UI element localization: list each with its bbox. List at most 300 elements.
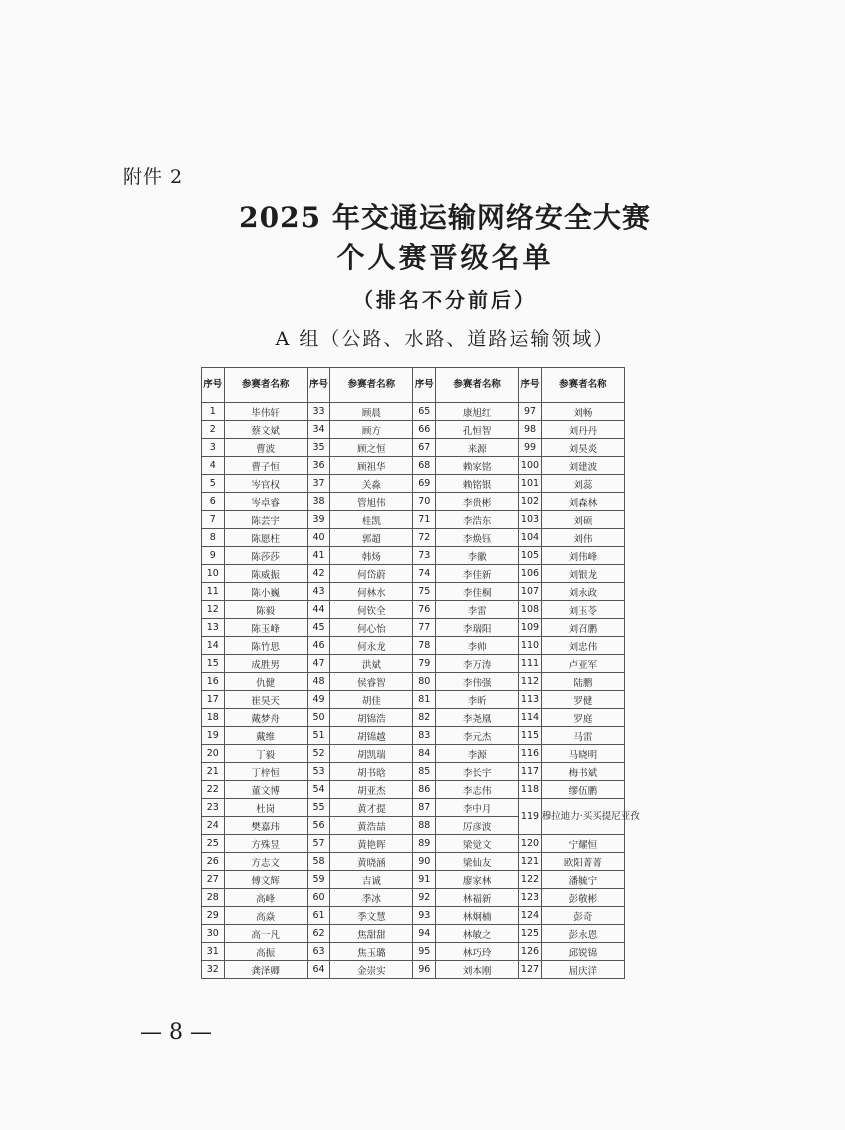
entry-name: 龚泽卿 (224, 961, 307, 979)
entry-name: 岑官权 (224, 475, 307, 493)
entry-number: 101 (519, 475, 542, 493)
entry-name: 何钦全 (330, 601, 413, 619)
table-row (202, 925, 625, 943)
entry-name: 何心怡 (330, 619, 413, 637)
entry-name: 何林水 (330, 583, 413, 601)
entry-name: 毕伟轩 (224, 403, 307, 421)
entry-name: 刘本刚 (436, 961, 519, 979)
entry-number: 56 (307, 817, 330, 835)
header-no: 序号 (519, 368, 542, 403)
entry-number: 105 (519, 547, 542, 565)
table-row (202, 439, 625, 457)
entry-number: 97 (519, 403, 542, 421)
header-name: 参赛者名称 (541, 368, 624, 403)
entry-number: 72 (413, 529, 436, 547)
page-title: 2025 年交通运输网络安全大赛 (239, 201, 651, 234)
entry-name: 陈毅 (224, 601, 307, 619)
table-row (202, 799, 625, 817)
entry-name: 廖家林 (436, 871, 519, 889)
entry-name: 吉诚 (330, 871, 413, 889)
entry-name: 李源 (436, 745, 519, 763)
entry-name: 刘召鹏 (541, 619, 624, 637)
entry-number: 33 (307, 403, 330, 421)
entry-name: 金崇实 (330, 961, 413, 979)
entry-number: 67 (413, 439, 436, 457)
entry-name: 丁梓恒 (224, 763, 307, 781)
entry-number: 15 (202, 655, 225, 673)
table-row (202, 709, 625, 727)
entry-name: 马晓明 (541, 745, 624, 763)
name-table (201, 367, 640, 979)
entry-name: 李徽 (436, 547, 519, 565)
entry-name: 赖家铭 (436, 457, 519, 475)
entry-name: 戴维 (224, 727, 307, 745)
table-row (202, 781, 625, 799)
entry-number: 110 (519, 637, 542, 655)
subtitle: （排名不分前后） (353, 288, 537, 312)
entry-name: 罗健 (541, 691, 624, 709)
entry-number: 71 (413, 511, 436, 529)
entry-name: 卢亚军 (541, 655, 624, 673)
table-row (202, 853, 625, 871)
entry-number: 112 (519, 673, 542, 691)
table-header-row (202, 368, 625, 403)
table-row (202, 889, 625, 907)
entry-name: 刘畅 (541, 403, 624, 421)
entry-name: 彭奇 (541, 907, 624, 925)
entry-number: 14 (202, 637, 225, 655)
group-title: A 组（公路、水路、道路运输领域） (275, 328, 615, 350)
header-no: 序号 (307, 368, 330, 403)
entry-number: 25 (202, 835, 225, 853)
entry-number: 90 (413, 853, 436, 871)
entry-number: 54 (307, 781, 330, 799)
entry-name: 胡锦越 (330, 727, 413, 745)
page-title-line2: 个人赛晋级名单 (336, 241, 554, 274)
table-row (202, 673, 625, 691)
entry-name: 李志伟 (436, 781, 519, 799)
entry-number: 116 (519, 745, 542, 763)
entry-name: 顾之恒 (330, 439, 413, 457)
entry-number: 89 (413, 835, 436, 853)
entry-name: 侯睿智 (330, 673, 413, 691)
entry-name: 梅书斌 (541, 763, 624, 781)
entry-name: 屈庆洋 (541, 961, 624, 979)
entry-name: 胡亚杰 (330, 781, 413, 799)
entry-number: 84 (413, 745, 436, 763)
table-row (202, 943, 625, 961)
table-row (202, 637, 625, 655)
entry-name: 刘建波 (541, 457, 624, 475)
header-name: 参赛者名称 (436, 368, 519, 403)
entry-name: 顾晨 (330, 403, 413, 421)
entry-name: 林敏之 (436, 925, 519, 943)
entry-name: 赖铭银 (436, 475, 519, 493)
entry-number: 95 (413, 943, 436, 961)
entry-number: 7 (202, 511, 225, 529)
entry-number: 126 (519, 943, 542, 961)
entry-name: 刘忠伟 (541, 637, 624, 655)
entry-name: 林巧玲 (436, 943, 519, 961)
entry-number: 43 (307, 583, 330, 601)
entry-number: 22 (202, 781, 225, 799)
entry-name: 胡佳 (330, 691, 413, 709)
entry-number: 85 (413, 763, 436, 781)
entry-name: 焦甜甜 (330, 925, 413, 943)
entry-name: 刘蕊 (541, 475, 624, 493)
entry-name: 何岱蔚 (330, 565, 413, 583)
entry-number: 39 (307, 511, 330, 529)
entry-name: 何永龙 (330, 637, 413, 655)
entry-name: 高峰 (224, 889, 307, 907)
entry-number: 86 (413, 781, 436, 799)
entry-name: 刘森林 (541, 493, 624, 511)
entry-name: 刘永政 (541, 583, 624, 601)
entry-number: 102 (519, 493, 542, 511)
entry-number: 91 (413, 871, 436, 889)
table-row (202, 583, 625, 601)
entry-number: 93 (413, 907, 436, 925)
entry-name: 李佳新 (436, 565, 519, 583)
entry-number: 74 (413, 565, 436, 583)
entry-name: 彭敬彬 (541, 889, 624, 907)
entry-name: 李帅 (436, 637, 519, 655)
entry-number: 40 (307, 529, 330, 547)
entry-name: 陈莎莎 (224, 547, 307, 565)
entry-number: 124 (519, 907, 542, 925)
entry-name: 梁仙友 (436, 853, 519, 871)
entry-name: 胡锦浩 (330, 709, 413, 727)
entry-number: 70 (413, 493, 436, 511)
entry-number: 28 (202, 889, 225, 907)
entry-name: 顾祖华 (330, 457, 413, 475)
entry-number: 12 (202, 601, 225, 619)
entry-number: 98 (519, 421, 542, 439)
entry-number: 3 (202, 439, 225, 457)
entry-name: 黄才提 (330, 799, 413, 817)
table-row (202, 871, 625, 889)
table-row (202, 691, 625, 709)
entry-number: 77 (413, 619, 436, 637)
entry-name: 方殊昱 (224, 835, 307, 853)
entry-number: 75 (413, 583, 436, 601)
entry-name: 高振 (224, 943, 307, 961)
entry-number: 5 (202, 475, 225, 493)
entry-number: 49 (307, 691, 330, 709)
entry-number: 34 (307, 421, 330, 439)
entry-number: 61 (307, 907, 330, 925)
entry-name: 顾方 (330, 421, 413, 439)
entry-number: 17 (202, 691, 225, 709)
entry-name: 孔恒智 (436, 421, 519, 439)
table-row (202, 403, 625, 421)
entry-number: 80 (413, 673, 436, 691)
entry-name: 缪伍鹏 (541, 781, 624, 799)
entry-name: 黄晓涵 (330, 853, 413, 871)
entry-number: 52 (307, 745, 330, 763)
entry-name: 岑卓睿 (224, 493, 307, 511)
table-row (202, 835, 625, 853)
entry-number: 38 (307, 493, 330, 511)
entry-number: 59 (307, 871, 330, 889)
entry-number: 121 (519, 853, 542, 871)
entry-name: 李雷 (436, 601, 519, 619)
entry-name: 黄艳晖 (330, 835, 413, 853)
entry-name: 傅文辉 (224, 871, 307, 889)
table-row (202, 475, 625, 493)
entry-name: 陈小巍 (224, 583, 307, 601)
entry-number: 32 (202, 961, 225, 979)
table-row (202, 961, 625, 979)
entry-name: 李浩东 (436, 511, 519, 529)
entry-number: 1 (202, 403, 225, 421)
entry-name: 刘丹丹 (541, 421, 624, 439)
entry-number: 47 (307, 655, 330, 673)
entry-name: 方志文 (224, 853, 307, 871)
entry-number: 6 (202, 493, 225, 511)
entry-number: 23 (202, 799, 225, 817)
entry-number: 30 (202, 925, 225, 943)
entry-number: 66 (413, 421, 436, 439)
entry-number: 10 (202, 565, 225, 583)
entry-number: 64 (307, 961, 330, 979)
entry-name: 李昕 (436, 691, 519, 709)
entry-number: 9 (202, 547, 225, 565)
entry-number: 115 (519, 727, 542, 745)
entry-name: 潘毓宁 (541, 871, 624, 889)
entry-number: 69 (413, 475, 436, 493)
entry-name: 康旭红 (436, 403, 519, 421)
entry-number: 58 (307, 853, 330, 871)
entry-number: 26 (202, 853, 225, 871)
table-row (202, 655, 625, 673)
entry-name: 李万涛 (436, 655, 519, 673)
entry-number: 114 (519, 709, 542, 727)
entry-number: 36 (307, 457, 330, 475)
entry-name: 邱锐锦 (541, 943, 624, 961)
entry-number: 107 (519, 583, 542, 601)
table-row (202, 421, 625, 439)
entry-number: 44 (307, 601, 330, 619)
entry-number: 13 (202, 619, 225, 637)
entry-number: 53 (307, 763, 330, 781)
entry-number: 76 (413, 601, 436, 619)
entry-number: 87 (413, 799, 436, 817)
entry-name: 梁觉文 (436, 835, 519, 853)
entry-name: 刘昊炎 (541, 439, 624, 457)
entry-number: 120 (519, 835, 542, 853)
entry-name: 蔡文斌 (224, 421, 307, 439)
entry-name: 陈竹思 (224, 637, 307, 655)
entry-name: 李伟强 (436, 673, 519, 691)
entry-name: 董文博 (224, 781, 307, 799)
entry-number: 29 (202, 907, 225, 925)
entry-number: 94 (413, 925, 436, 943)
entry-number: 16 (202, 673, 225, 691)
entry-number: 21 (202, 763, 225, 781)
entry-number: 99 (519, 439, 542, 457)
table-row (202, 529, 625, 547)
entry-name: 刘玉苓 (541, 601, 624, 619)
entry-number: 11 (202, 583, 225, 601)
entry-name: 韩炀 (330, 547, 413, 565)
entry-name: 杜岗 (224, 799, 307, 817)
entry-name: 李尧凰 (436, 709, 519, 727)
entry-number: 31 (202, 943, 225, 961)
entry-name: 胡凯瑞 (330, 745, 413, 763)
header-no: 序号 (413, 368, 436, 403)
entry-number: 46 (307, 637, 330, 655)
entry-number: 27 (202, 871, 225, 889)
entry-number: 111 (519, 655, 542, 673)
table-row (202, 727, 625, 745)
table-row (202, 619, 625, 637)
entry-name: 陈玉峰 (224, 619, 307, 637)
entry-name: 陈威振 (224, 565, 307, 583)
entry-name: 洪斌 (330, 655, 413, 673)
entry-name: 陆鹏 (541, 673, 624, 691)
entry-number: 118 (519, 781, 542, 799)
entry-number: 117 (519, 763, 542, 781)
entry-name: 李中月 (436, 799, 519, 817)
entry-number: 48 (307, 673, 330, 691)
entry-number: 119 (519, 799, 542, 835)
entry-name: 刘伟 (541, 529, 624, 547)
entry-number: 108 (519, 601, 542, 619)
entry-name: 来源 (436, 439, 519, 457)
entry-name: 焦玉璐 (330, 943, 413, 961)
entry-number: 92 (413, 889, 436, 907)
entry-name: 李焕钰 (436, 529, 519, 547)
entry-name: 高一凡 (224, 925, 307, 943)
entry-name: 李佳桐 (436, 583, 519, 601)
entry-number: 37 (307, 475, 330, 493)
entry-name: 樊嘉玮 (224, 817, 307, 835)
entry-name: 陈愿柱 (224, 529, 307, 547)
table-row (202, 457, 625, 475)
entry-number: 50 (307, 709, 330, 727)
entry-number: 18 (202, 709, 225, 727)
entry-name: 刘硕 (541, 511, 624, 529)
entry-number: 82 (413, 709, 436, 727)
entry-number: 122 (519, 871, 542, 889)
entry-number: 103 (519, 511, 542, 529)
entry-name: 马雷 (541, 727, 624, 745)
entry-name: 李瑞阳 (436, 619, 519, 637)
entry-name: 穆拉迪力·买买提尼亚孜 (541, 799, 624, 835)
entry-number: 51 (307, 727, 330, 745)
entry-name: 崔昊天 (224, 691, 307, 709)
entry-name: 桂凯 (330, 511, 413, 529)
entry-name: 丁毅 (224, 745, 307, 763)
entry-name: 林福新 (436, 889, 519, 907)
attachment-label: 附件 2 (123, 166, 184, 188)
entry-name: 宁耀恒 (541, 835, 624, 853)
table-row (202, 745, 625, 763)
table-row (202, 511, 625, 529)
entry-name: 彭永恩 (541, 925, 624, 943)
entry-name: 仇健 (224, 673, 307, 691)
entry-name: 管旭伟 (330, 493, 413, 511)
entry-name: 厉彦波 (436, 817, 519, 835)
entry-name: 戴梦舟 (224, 709, 307, 727)
entry-name: 季文慧 (330, 907, 413, 925)
entry-number: 8 (202, 529, 225, 547)
table-row (202, 907, 625, 925)
entry-number: 96 (413, 961, 436, 979)
entry-number: 68 (413, 457, 436, 475)
entry-number: 20 (202, 745, 225, 763)
entry-name: 欧阳菁菁 (541, 853, 624, 871)
entry-name: 高焱 (224, 907, 307, 925)
entry-number: 104 (519, 529, 542, 547)
entry-number: 45 (307, 619, 330, 637)
table-row (202, 601, 625, 619)
entry-number: 4 (202, 457, 225, 475)
header-no: 序号 (202, 368, 225, 403)
page-number: — 8 — (140, 1020, 212, 1045)
entry-number: 109 (519, 619, 542, 637)
entry-number: 123 (519, 889, 542, 907)
entry-name: 郭超 (330, 529, 413, 547)
table-row (202, 565, 625, 583)
table-row (202, 493, 625, 511)
entry-name: 刘伟峰 (541, 547, 624, 565)
table-row (202, 763, 625, 781)
entry-number: 41 (307, 547, 330, 565)
entry-number: 100 (519, 457, 542, 475)
entry-number: 62 (307, 925, 330, 943)
entry-name: 陈芸宇 (224, 511, 307, 529)
entry-name: 林炯楠 (436, 907, 519, 925)
entry-number: 113 (519, 691, 542, 709)
entry-name: 李长宇 (436, 763, 519, 781)
entry-number: 125 (519, 925, 542, 943)
entry-number: 35 (307, 439, 330, 457)
entry-number: 73 (413, 547, 436, 565)
entry-name: 黄浩喆 (330, 817, 413, 835)
entry-number: 19 (202, 727, 225, 745)
entry-number: 79 (413, 655, 436, 673)
entry-number: 63 (307, 943, 330, 961)
entry-name: 刘银龙 (541, 565, 624, 583)
entry-number: 57 (307, 835, 330, 853)
entry-name: 曹波 (224, 439, 307, 457)
entry-name: 成胜男 (224, 655, 307, 673)
entry-name: 胡书晗 (330, 763, 413, 781)
entry-number: 88 (413, 817, 436, 835)
entry-name: 李贵彬 (436, 493, 519, 511)
entry-name: 李元杰 (436, 727, 519, 745)
entry-number: 83 (413, 727, 436, 745)
entry-number: 55 (307, 799, 330, 817)
header-name: 参赛者名称 (330, 368, 413, 403)
header-name: 参赛者名称 (224, 368, 307, 403)
entry-name: 季冰 (330, 889, 413, 907)
entry-number: 81 (413, 691, 436, 709)
entry-number: 65 (413, 403, 436, 421)
entry-number: 106 (519, 565, 542, 583)
entry-number: 24 (202, 817, 225, 835)
entry-name: 曹子恒 (224, 457, 307, 475)
entry-number: 60 (307, 889, 330, 907)
entry-name: 罗庭 (541, 709, 624, 727)
entry-number: 42 (307, 565, 330, 583)
entry-number: 127 (519, 961, 542, 979)
entry-name: 关淼 (330, 475, 413, 493)
entry-number: 2 (202, 421, 225, 439)
table-row (202, 547, 625, 565)
